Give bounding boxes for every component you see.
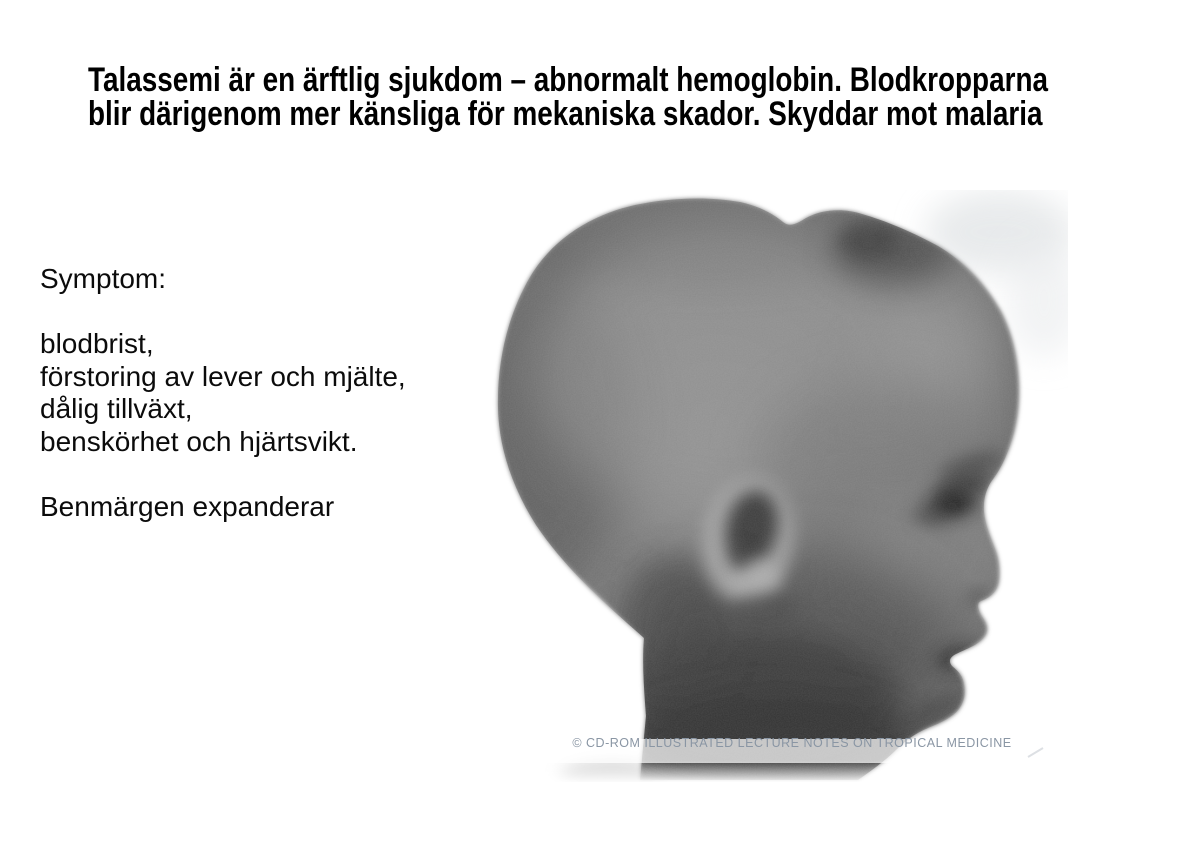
photo-bottom-fade — [468, 760, 1068, 782]
symptoms-text — [40, 263, 406, 523]
symptom-item: förstoring av lever och mjälte, — [40, 360, 406, 392]
photo-caption: © CD-ROM ILLUSTRATED LECTURE NOTES ON TROPICAL MEDICINE — [572, 736, 1012, 750]
symptom-item: benskörhet och hjärtsvikt. — [40, 425, 358, 457]
symptoms-heading: Symptom: — [40, 263, 167, 294]
slide-title-line-2: blir därigenom mer känsliga för mekaniska skador. Skyddar mot malaria — [88, 94, 1043, 133]
symptom-item: dålig tillväxt, — [40, 393, 193, 424]
thalassemia-child-photo — [468, 190, 1068, 782]
symptom-item: blodbrist, — [40, 328, 154, 359]
bone-marrow-note: Benmärgen expanderar — [40, 490, 335, 522]
slide-title — [88, 61, 1048, 133]
photo-grain — [468, 190, 1068, 782]
slide-title-line-1: Talassemi är en ärftlig sjukdom – abnormalt hemoglobin. Blodkropparna — [88, 61, 1048, 99]
photo-illustration — [468, 190, 1068, 782]
